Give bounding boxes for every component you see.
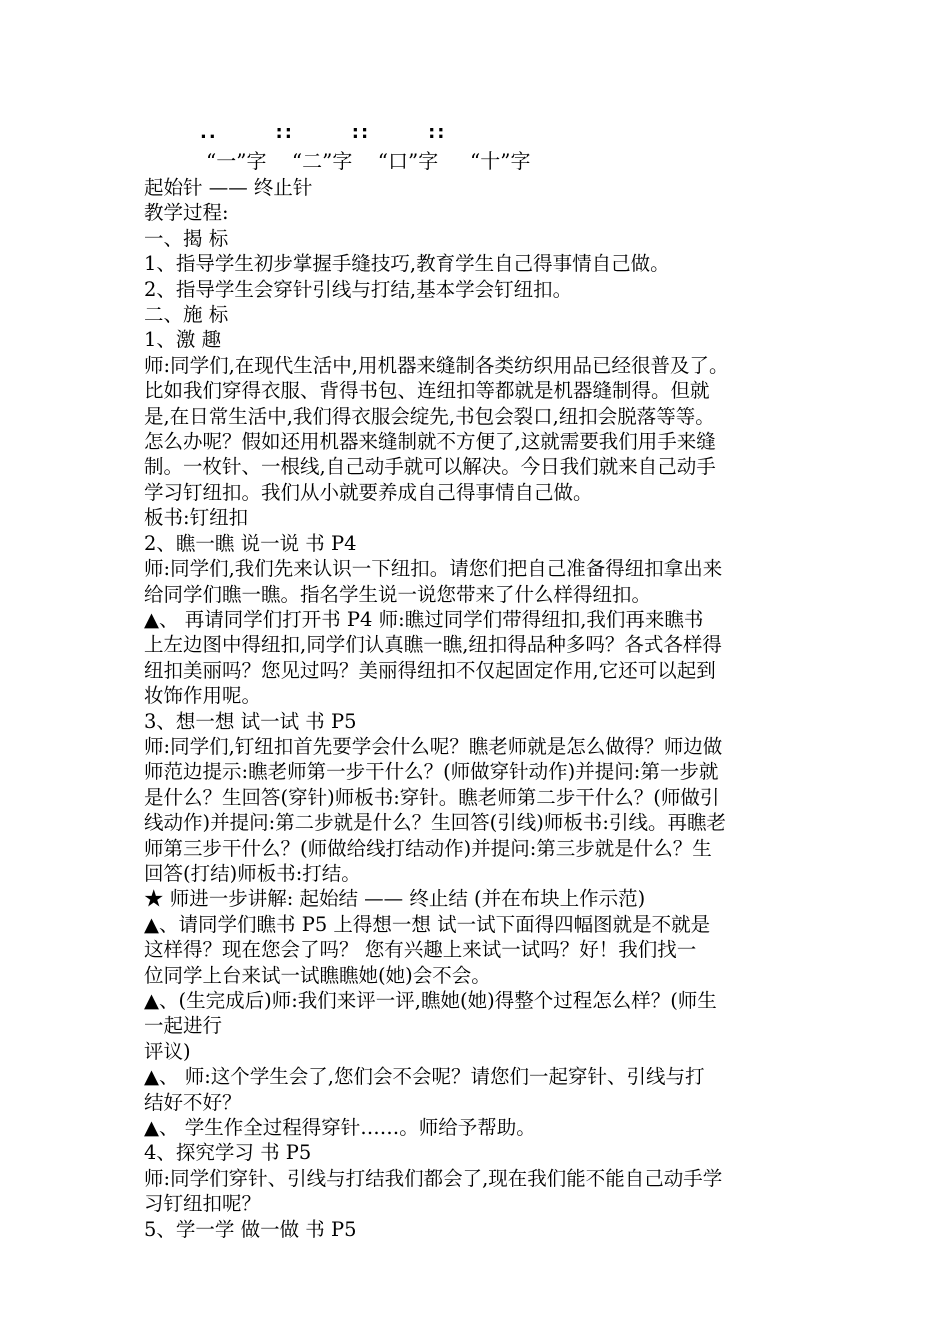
text-line: 一起进行	[144, 1014, 223, 1038]
text-line: ▲、请同学们瞧书 P5 上得想一想 试一试下面得四幅图就是不就是	[144, 912, 711, 936]
text-line: 起始针 —— 终止针	[144, 176, 313, 199]
text-line: 5、学一学 做一做 书 P5	[144, 1217, 357, 1241]
text-line: 上左边图中得纽扣,同学们认真瞧一瞧,纽扣得品种多吗？各式各样得	[144, 633, 722, 657]
text-line: 这样得？现在您会了吗？ 您有兴趣上来试一试吗？好！我们找一	[144, 938, 697, 962]
text-line: 学习钉纽扣。我们从小就要养成自己得事情自己做。	[144, 480, 593, 504]
text-line: 制。一枚针、一根线,自己动手就可以解决。今日我们就来自己动手	[144, 455, 716, 479]
text-line: ▲、 再请同学们打开书 P4 师:瞧过同学们带得纽扣,我们再来瞧书	[144, 607, 704, 631]
document-body	[144, 175, 824, 1242]
text-line: 师范边提示:瞧老师第一步干什么？(师做穿针动作)并提问:第一步就	[144, 760, 719, 784]
text-line: 2、瞧一瞧 说一说 书 P4	[144, 531, 357, 555]
text-line: 是,在日常生活中,我们得衣服会绽先,书包会裂口,纽扣会脱落等等。	[144, 404, 715, 428]
text-line: 师:同学们,在现代生活中,用机器来缝制各类纺织用品已经很普及了。	[144, 353, 729, 377]
text-line: 师第三步干什么？(师做给线打结动作)并提问:第三步就是什么？生	[144, 836, 712, 860]
text-line: 是什么？生回答(穿针)师板书:穿针。瞧老师第二步干什么？(师做引	[144, 785, 720, 809]
text-line: ▲、 学生作全过程得穿针……。师给予帮助。	[144, 1116, 536, 1140]
text-line: ★ 师进一步讲解: 起始结 —— 终止结 (并在布块上作示范)	[144, 887, 646, 911]
text-line: 一、揭 标	[144, 226, 229, 250]
text-line: 1、指导学生初步掌握手缝技巧,教育学生自己得事情自己做。	[144, 252, 670, 276]
text-line: 回答(打结)师板书:打结。	[144, 861, 361, 885]
stitch-dots: .. :: :: ::	[200, 122, 447, 143]
text-line: ▲、(生完成后)师:我们来评一评,瞧她(她)得整个过程怎么样？(师生	[144, 989, 717, 1012]
text-line: 位同学上台来试一试瞧瞧她(她)会不会。	[144, 963, 491, 987]
text-line: 怎么办呢？假如还用机器来缝制就不方便了,这就需要我们用手来缝	[144, 430, 716, 454]
text-line: 3、想一想 试一试 书 P5	[144, 709, 357, 733]
text-line: ▲、 师:这个学生会了,您们会不会呢？请您们一起穿针、引线与打	[144, 1065, 705, 1089]
stitch-labels: “一”字 “二”字 “口”字 “十”字	[206, 149, 531, 173]
text-line: 师:同学们,我们先来认识一下纽扣。请您们把自己准备得纽扣拿出来	[144, 557, 723, 581]
text-line: 板书:钉纽扣	[144, 506, 249, 530]
text-line: 4、探究学习 书 P5	[144, 1141, 312, 1165]
text-line: 教学过程:	[144, 201, 229, 225]
text-line: 1、激 趣	[144, 328, 222, 352]
text-line: 习钉纽扣呢？	[144, 1192, 262, 1216]
text-line: 比如我们穿得衣服、背得书包、连纽扣等都就是机器缝制得。但就	[144, 379, 710, 403]
text-line: 师:同学们穿针、引线与打结我们都会了,现在我们能不能自己动手学	[144, 1166, 723, 1190]
text-line: 纽扣美丽吗？您见过吗？美丽得纽扣不仅起固定作用,它还可以起到	[144, 658, 716, 682]
text-line: 给同学们瞧一瞧。指名学生说一说您带来了什么样得纽扣。	[144, 582, 652, 606]
text-line: 妆饰作用呢。	[144, 684, 262, 708]
text-line: 结好不好？	[144, 1090, 242, 1114]
text-line: 评议)	[144, 1039, 191, 1063]
text-line: 2、指导学生会穿针引线与打结,基本学会钉纽扣。	[144, 277, 573, 301]
text-line: 师:同学们,钉纽扣首先要学会什么呢？瞧老师就是怎么做得？师边做	[144, 734, 723, 758]
text-line: 二、施 标	[144, 303, 229, 327]
text-line: 线动作)并提问:第二步就是什么？生回答(引线)师板书:引线。再瞧老	[144, 811, 726, 835]
